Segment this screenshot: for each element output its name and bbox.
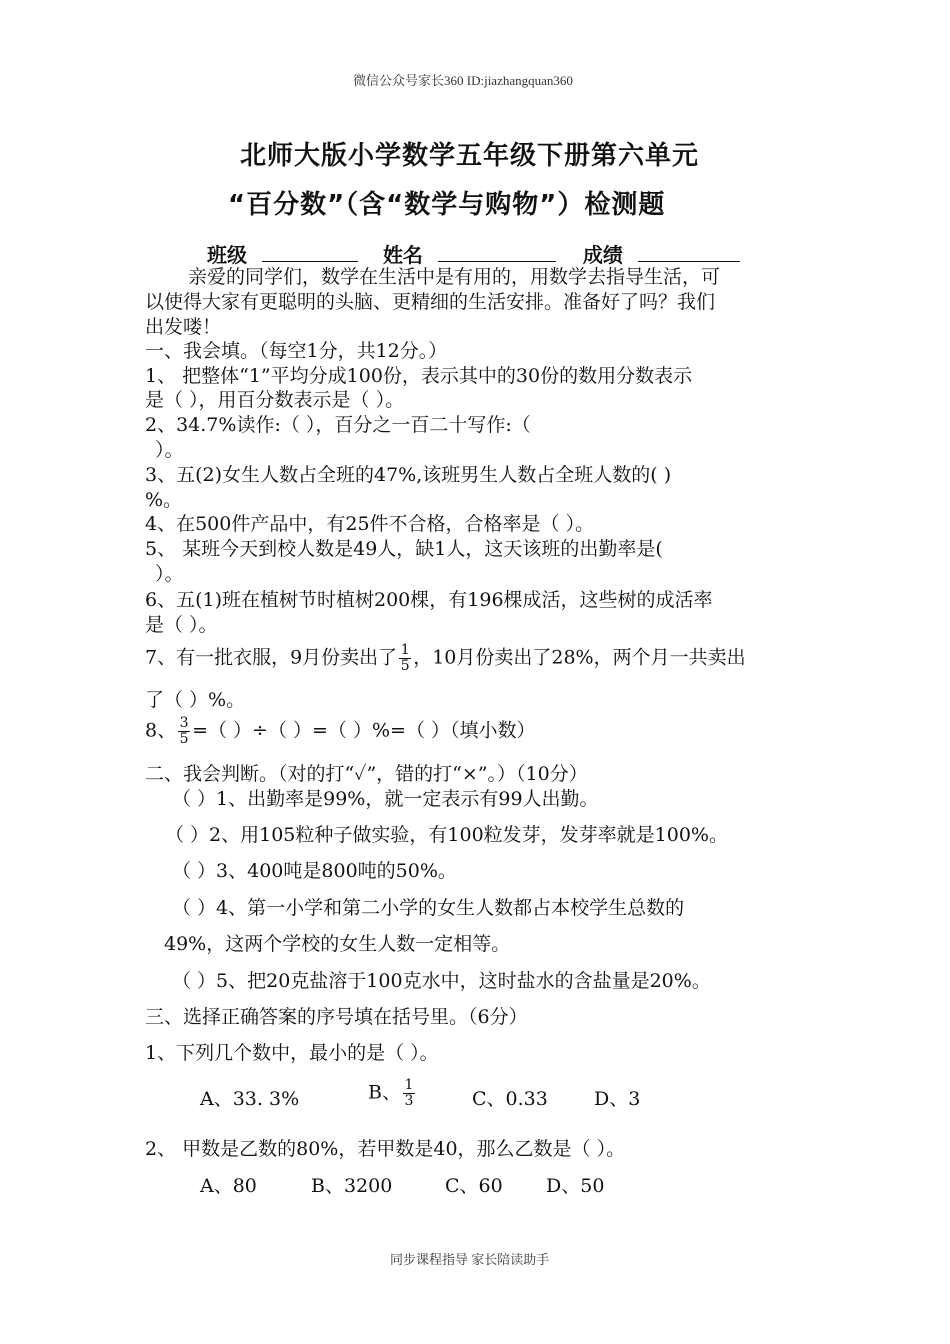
choice-option-b (368, 1078, 417, 1109)
q7-text-b: ，10月份卖出了28%，两个月一共卖出 (413, 646, 746, 669)
page-footer: 同步课程指导 家长陪读助手 (390, 1252, 550, 1267)
page-header: 微信公众号家长360 ID:jiazhangquan360 (353, 73, 573, 88)
choice-option-b: B、3200 (311, 1175, 393, 1197)
fraction-denominator: 3 (404, 1093, 414, 1109)
question-line: 3、五(2)女生人数占全班的47%,该班男生人数占全班人数的( ) (145, 464, 672, 486)
fraction-denominator: 5 (400, 658, 410, 674)
question-line: 6、五(1)班在植树节时植树200棵，有196棵成活，这些树的成活率 (145, 589, 713, 611)
section-2-heading: 二、我会判断。（对的打“✓”，错的打“×”。）（10分） (145, 763, 588, 785)
intro-line: 亲爱的同学们，数学在生活中是有用的，用数学去指导生活，可 (188, 266, 721, 288)
question-line: ）。 (155, 439, 184, 461)
name-field[interactable] (438, 243, 556, 262)
question-line: 是（ ）。 (145, 614, 218, 636)
fraction-numerator: 1 (400, 642, 410, 658)
fraction-denominator: 5 (179, 731, 189, 747)
q8-text-a: 8、 (145, 719, 177, 742)
question-8 (145, 716, 536, 747)
judgement-item: （ ）4、第一小学和第二小学的女生人数都占本校学生总数的 (172, 897, 685, 919)
score-label: 成绩 (582, 243, 623, 267)
section-3-heading: 三、选择正确答案的序号填在括号里。（6分） (145, 1006, 528, 1028)
choice-option-c: C、60 (445, 1175, 503, 1197)
judgement-item: （ ）3、400吨是800吨的50%。 (172, 860, 457, 882)
question-line: 4、在500件产品中，有25件不合格，合格率是（ ）。 (145, 513, 595, 535)
judgement-item: （ ）2、用105粒种子做实验，有100粒发芽，发芽率就是100%。 (165, 824, 728, 846)
fraction (403, 1078, 415, 1109)
class-field[interactable] (262, 243, 358, 262)
fraction (178, 716, 190, 747)
question-line: 1、 把整体“1”平均分成100份，表示其中的30份的数用分数表示 (145, 365, 693, 387)
choice-question: 2、 甲数是乙数的80%，若甲数是40，那么乙数是（ ）。 (145, 1138, 626, 1160)
fraction (399, 643, 411, 674)
question-line: 是（ ），用百分数表示是（ ）。 (145, 389, 405, 411)
choice-option-a: A、33. 3% (200, 1088, 300, 1110)
intro-line: 以使得大家有更聪明的头脑、更精细的生活安排。准备好了吗？我们 (145, 291, 716, 313)
choice-question: 1、下列几个数中，最小的是（ ）。 (145, 1042, 439, 1064)
question-line: 2、34.7%读作:（ ），百分之一百二十写作:（ (145, 414, 531, 436)
judgement-item: 49%，这两个学校的女生人数一定相等。 (164, 933, 511, 955)
page-title: 北师大版小学数学五年级下册第六单元 (240, 141, 700, 171)
question-line: 了（ ）%。 (145, 689, 246, 711)
fraction-numerator: 1 (404, 1077, 414, 1093)
choice-option-a: A、80 (200, 1175, 257, 1197)
intro-line: 出发喽！ (145, 316, 222, 338)
class-label: 班级 (207, 243, 247, 267)
option-b-label: B、 (368, 1081, 401, 1104)
fraction-numerator: 3 (179, 715, 189, 731)
page-subtitle: “百分数”（含“数学与购物”）检测题 (228, 190, 666, 220)
section-1-heading: 一、我会填。（每空1分，共12分。） (145, 340, 448, 362)
choice-option-c: C、0.33 (472, 1088, 548, 1110)
name-label: 姓名 (382, 243, 423, 267)
choice-option-d: D、3 (594, 1088, 641, 1110)
q8-text-b: =（ ）÷（ ）=（ ）%=（ ）（填小数） (192, 719, 536, 742)
judgement-item: （ ）1、出勤率是99%，就一定表示有99人出勤。 (172, 788, 599, 810)
score-field[interactable] (638, 243, 740, 262)
judgement-item: （ ）5、把20克盐溶于100克水中，这时盐水的含盐量是20%。 (172, 970, 711, 992)
question-7 (145, 643, 746, 674)
question-line: 5、 某班今天到校人数是49人，缺1人，这天该班的出勤率是( (145, 538, 663, 560)
question-line: ）。 (155, 563, 184, 585)
question-line: %。 (145, 489, 183, 511)
q7-text-a: 7、有一批衣服，9月份卖出了 (145, 646, 398, 669)
choice-option-d: D、50 (546, 1175, 605, 1197)
